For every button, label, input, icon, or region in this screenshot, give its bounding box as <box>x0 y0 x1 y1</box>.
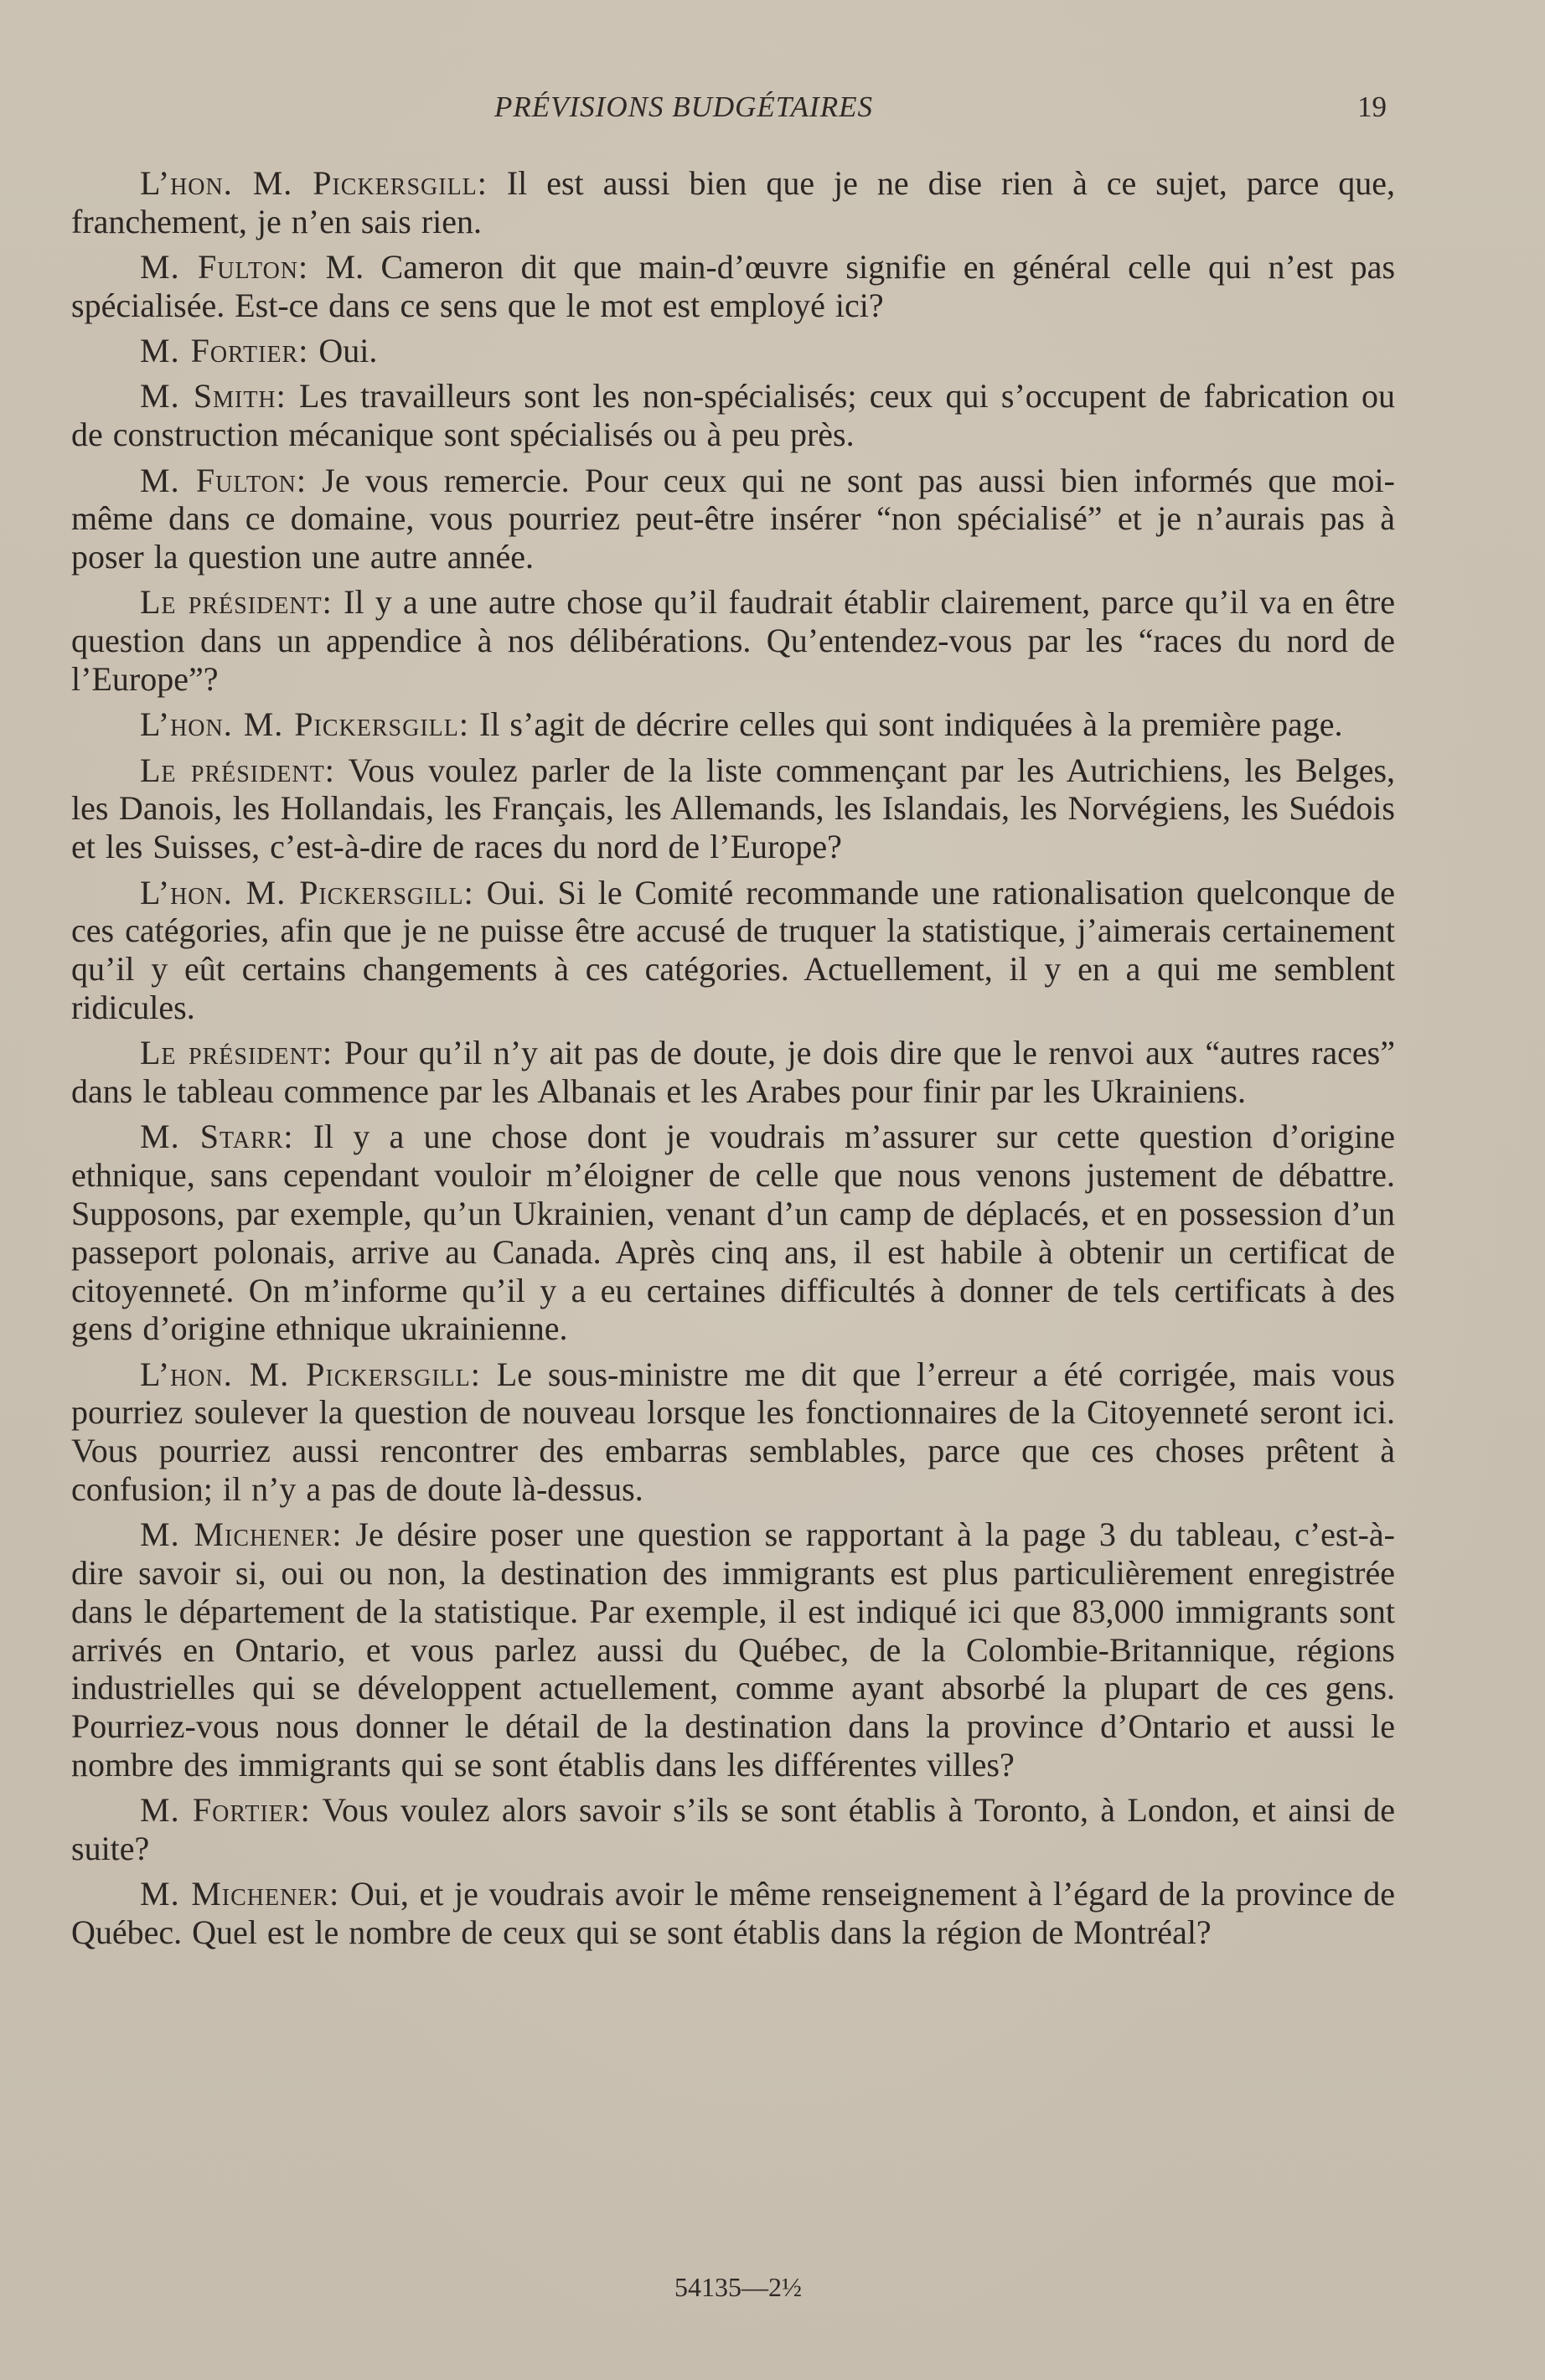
speech-text: Il y a une chose dont je voudrais m’assurer sur cette question d’origine ethnique, sans cependant vouloir m’éloigner de celle que nous venons justement de débattre. Supposons, par exemple, qu’un Ukrainien, venant d’un camp de déplacés, et en possession d’un passeport polonais, arrive au Canada. Après cinq ans, il est habile à obtenir un certificat de citoyenneté. On m’informe qu’il y a eu certaines difficultés à donner de tels certificats à des gens d’origine ethnique ukrainienne. <box>71 1118 1395 1348</box>
speaker-name: M. Starr: <box>140 1118 294 1156</box>
speech-text: M. Cameron dit que main-d’œuvre signifie en général celle qui n’est pas spécialisée. Est-ce dans ce sens que le mot est employé ici? <box>71 248 1396 324</box>
transcript-paragraph <box>71 1515 1395 1784</box>
speaker-name: Le président: <box>140 751 335 789</box>
transcript-paragraph <box>71 705 1395 744</box>
speaker-name: Le président: <box>140 583 333 622</box>
transcript-paragraph <box>71 248 1395 325</box>
speaker-name: L’hon. M. Pickersgill: <box>140 1355 481 1393</box>
transcript-paragraph <box>71 164 1395 241</box>
running-head: PRÉVISIONS BUDGÉTAIRES <box>494 90 873 123</box>
speech-text: Pour qu’il n’y ait pas de doute, je dois dire que le renvoi aux “autres races” dans le tableau commence par les Albanais et les Arabes pour finir par les Ukrainiens. <box>71 1034 1396 1111</box>
speech-text: Je vous remercie. Pour ceux qui ne sont pas aussi bien informés que moi-même dans ce domaine, vous pourriez peut-être insérer “non spécialisé” et je n’aurais pas à poser la question une autre année. <box>71 461 1395 576</box>
transcript-paragraph <box>71 377 1395 454</box>
speech-text: Il y a une autre chose qu’il faudrait établir clairement, parce qu’il va en être question dans un appendice à nos délibérations. Qu’entendez-vous par les “races du nord de l’Europe”? <box>71 583 1396 699</box>
speech-text: Les travailleurs sont les non-spécialisés; ceux qui s’occupent de fabrication ou de construction mécanique sont spécialisés ou à peu près. <box>71 377 1396 454</box>
speech-text: Il est aussi bien que je ne dise rien à ce sujet, parce que, franchement, je n’en sais rien. <box>71 164 1396 240</box>
speech-text: Oui. Si le Comité recommande une rationalisation quelconque de ces catégories, afin que je ne puisse être accusé de truquer la statistique, j’aimerais certainement qu’il y eût certains changements à ces catégories. Actuellement, il y en a qui me semblent ridicules. <box>71 873 1395 1026</box>
speech-text: Je désire poser une question se rapportant à la page 3 du tableau, c’est-à-dire savoir si, oui ou non, la destination des immigrants est plus particulièrement enregistrée dans le département de la statistique. Par exemple, il est indiqué ici que 83,000 immigrants sont arrivés en Ontario, et vous parlez aussi du Québec, de la Colombie-Britannique, régions industrielles qui se développent actuellement, comme ayant absorbé la plupart de ces gens. Pourriez-vous nous donner le détail de la destination dans la province d’Ontario et aussi le nombre des immigrants qui se sont établis dans les différentes villes? <box>71 1515 1396 1784</box>
speaker-name: M. Michener: <box>140 1875 340 1913</box>
speaker-name: Le président: <box>140 1034 333 1072</box>
speech-text: Oui. <box>318 332 378 370</box>
transcript-paragraph <box>71 1875 1395 1952</box>
speaker-name: M. Fortier: <box>140 1791 311 1830</box>
speech-text: Vous voulez parler de la liste commençant par les Autrichiens, les Belges, les Danois, les Hollandais, les Français, les Allemands, les Islandais, les Norvégiens, les Suédois et les Suisses, c’est-à-dire de races du nord de l’Europe? <box>71 751 1396 866</box>
transcript-paragraph <box>71 874 1395 1027</box>
transcript-paragraph <box>71 1034 1395 1111</box>
transcript-paragraph <box>71 751 1395 866</box>
speech-text: Le sous-ministre me dit que l’erreur a été corrigée, mais vous pourriez soulever la question de nouveau lorsque les fonctionnaires de la Citoyenneté seront ici. Vous pourriez aussi rencontrer des embarras semblables, parce que ces choses prêtent à confusion; il n’y a pas de doute là-dessus. <box>71 1355 1396 1508</box>
speaker-name: M. Fortier: <box>140 332 309 370</box>
speech-text: Vous voulez alors savoir s’ils se sont établis à Toronto, à London, et ainsi de suite? <box>71 1791 1395 1868</box>
speaker-name: L’hon. M. Pickersgill: <box>140 164 488 202</box>
transcript-paragraph <box>71 1791 1395 1868</box>
speaker-name: M. Michener: <box>140 1515 343 1554</box>
speaker-name: M. Fulton: <box>140 248 309 287</box>
printer-signature-code: 54135—2½ <box>674 2272 802 2302</box>
transcript-body <box>71 164 1395 1959</box>
transcript-paragraph <box>71 583 1395 698</box>
speaker-name: M. Smith: <box>140 377 287 416</box>
page-number: 19 <box>1357 90 1387 123</box>
speech-text: Oui, et je voudrais avoir le même renseignement à l’égard de la province de Québec. Quel est le nombre de ceux qui se sont établis dans la région de Montréal? <box>71 1875 1395 1952</box>
transcript-paragraph <box>71 462 1395 576</box>
speaker-name: M. Fulton: <box>140 461 307 499</box>
speaker-name: L’hon. M. Pickersgill: <box>140 873 474 911</box>
speaker-name: L’hon. M. Pickersgill: <box>140 705 469 744</box>
transcript-paragraph <box>71 1118 1395 1348</box>
speech-text: Il s’agit de décrire celles qui sont indiquées à la première page. <box>479 705 1343 744</box>
transcript-paragraph <box>71 1355 1395 1509</box>
transcript-paragraph <box>71 332 1395 370</box>
